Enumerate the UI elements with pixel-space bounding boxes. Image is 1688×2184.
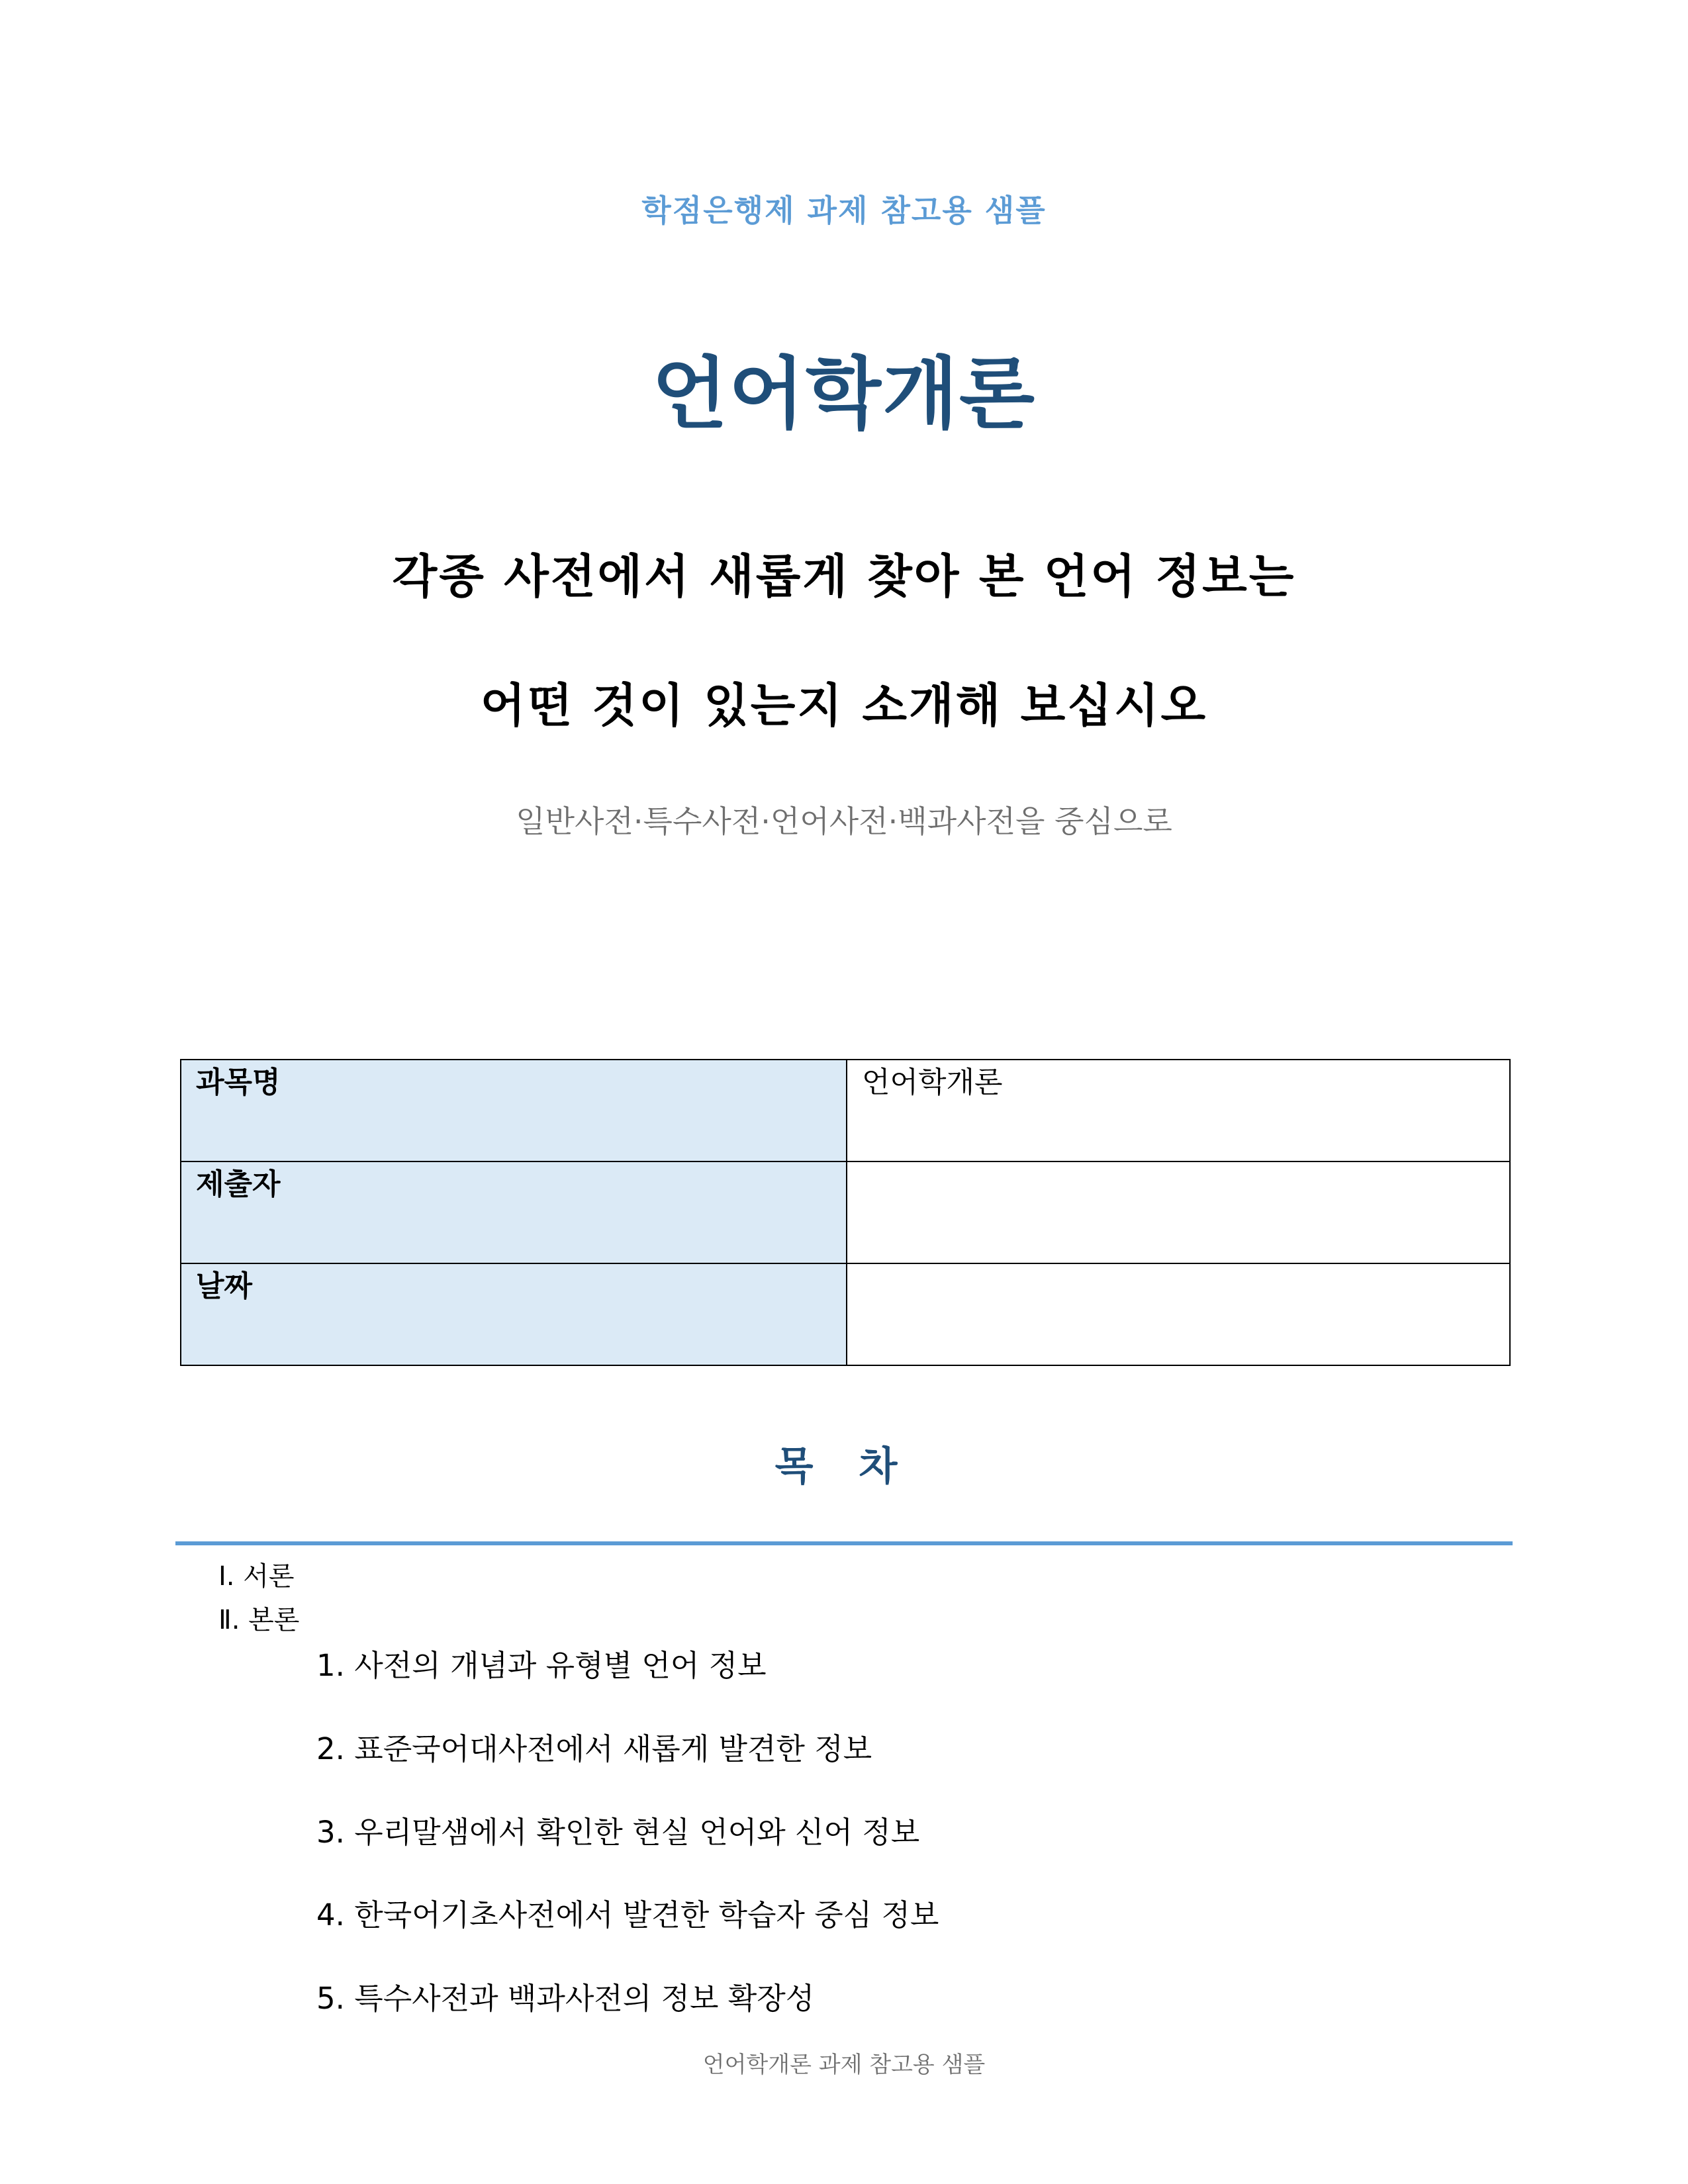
table-row-course — [181, 1060, 1510, 1161]
toc-item: 3. 우리말샘에서 확인한 현실 언어와 신어 정보 — [316, 1815, 920, 1850]
date-value[interactable] — [847, 1263, 1510, 1365]
page-footer: 언어학개론 과제 참고용 샘플 — [702, 2052, 986, 2078]
assignment-question-line-2: 어떤 것이 있는지 소개해 보십시오 — [480, 678, 1208, 733]
document-title: 언어학개론 — [652, 348, 1036, 439]
toc-section-introduction: Ⅰ. 서론 — [218, 1561, 295, 1592]
assignment-question-line-1: 각종 사전에서 새롭게 찾아 본 언어 정보는 — [392, 549, 1296, 604]
toc-heading: 목 차 — [774, 1443, 914, 1490]
submission-info-table — [180, 1059, 1511, 1366]
submitter-value[interactable] — [847, 1161, 1510, 1263]
header-label: 학점은행제 과제 참고용 샘플 — [641, 193, 1047, 228]
date-label: 날짜 — [181, 1263, 847, 1365]
table-row-date — [181, 1263, 1510, 1365]
course-name-label: 과목명 — [181, 1060, 847, 1161]
submitter-label: 제출자 — [181, 1161, 847, 1263]
course-name-value[interactable]: 언어학개론 — [847, 1060, 1510, 1161]
document-tagline: 일반사전·특수사전·언어사전·백과사전을 중심으로 — [516, 803, 1172, 839]
table-row-submitter — [181, 1161, 1510, 1263]
toc-item: 2. 표준국어대사전에서 새롭게 발견한 정보 — [316, 1731, 872, 1766]
toc-item: 4. 한국어기초사전에서 발견한 학습자 중심 정보 — [316, 1897, 939, 1933]
toc-divider — [175, 1541, 1513, 1545]
toc-item: 5. 특수사전과 백과사전의 정보 확장성 — [316, 1981, 815, 2016]
toc-section-body: Ⅱ. 본론 — [218, 1605, 300, 1635]
toc-item: 1. 사전의 개념과 유형별 언어 정보 — [316, 1648, 767, 1683]
